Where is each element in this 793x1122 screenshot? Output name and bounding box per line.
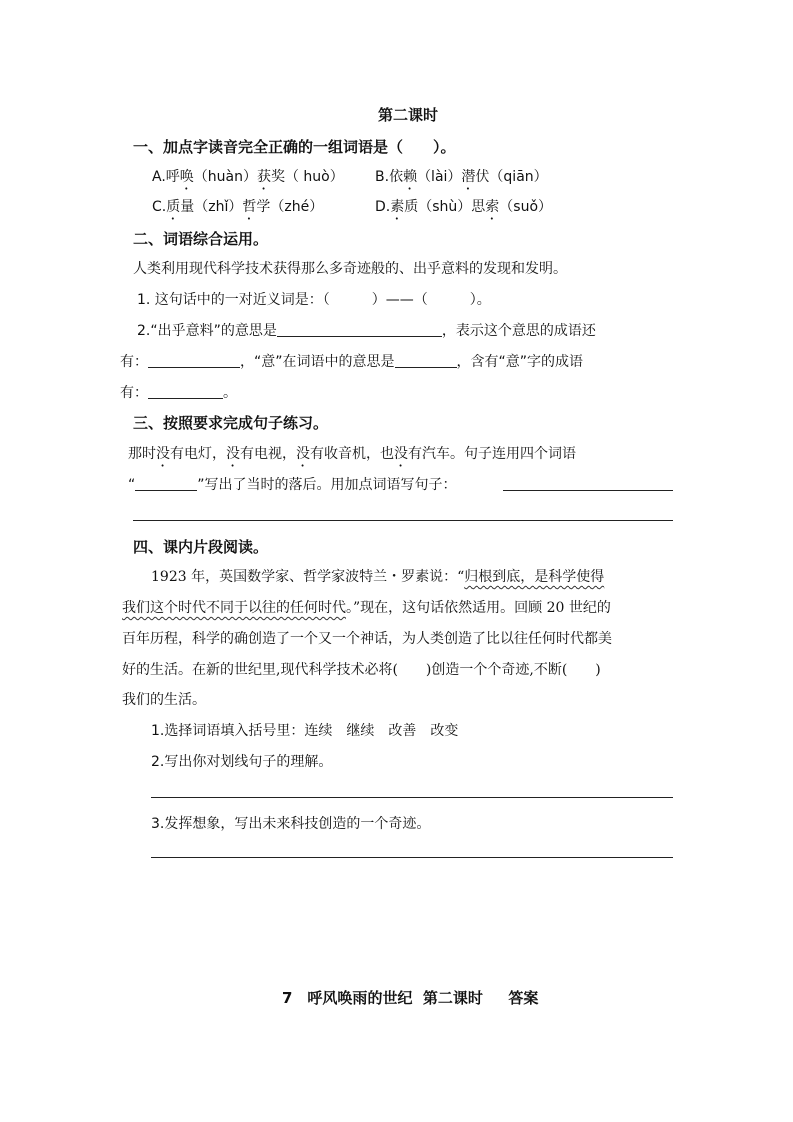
passage-line-5: 我们的生活。 <box>122 692 206 708</box>
answer-line[interactable] <box>133 520 673 521</box>
option-c: C.质量（zhǐ）哲学（zhé） <box>152 199 324 215</box>
question-2-2-line1: 2.“出乎意料”的意思是 ，表示这个意思的成语还 <box>137 323 596 339</box>
section-3-heading: 三、按照要求完成句子练习。 <box>133 414 329 432</box>
option-a: A.呼唤（huàn）获奖（ huò） <box>152 169 344 185</box>
passage-line-2: 我们这个时代不同于以往的任何时代。”现在，这句话依然适用。回顾 20 世纪的 <box>122 600 611 616</box>
underlined-sentence: 我们这个时代不同于以往的任何时代 <box>122 600 346 616</box>
passage-line-4: 好的生活。在新的世纪里,现代科学技术必将( )创造一个个奇迹,不断( ) <box>122 662 601 678</box>
answer-blank[interactable] <box>395 353 457 368</box>
question-2-2-line2: 有： ，“意”在词语中的意思是 ，含有“意”字的成语 <box>120 354 584 370</box>
section-2-heading: 二、词语综合运用。 <box>133 230 269 248</box>
option-d: D.素质（shù）思索（suǒ） <box>375 199 553 215</box>
answer-blank[interactable] <box>135 476 197 491</box>
section-3-sentence: 那时没有电灯，没有电视，没有收音机，也没有汽车。句子连用四个词语 <box>128 446 576 462</box>
answer-section-title: 7 呼风唤雨的世纪 第二课时 答案 <box>282 989 539 1007</box>
answer-line[interactable] <box>503 490 673 491</box>
question-4-2: 2.写出你对划线句子的理解。 <box>151 754 333 770</box>
answer-line[interactable] <box>151 797 673 798</box>
section-4-heading: 四、课内片段阅读。 <box>133 538 269 556</box>
question-2-1: 1. 这句话中的一对近义词是：（ ）——（ ）。 <box>137 292 491 308</box>
question-4-1: 1.选择词语填入括号里：连续 继续 改善 改变 <box>151 723 459 739</box>
section-2-sentence: 人类利用现代科学技术获得那么多奇迹般的、出乎意料的发现和发明。 <box>133 261 567 277</box>
section-1-heading: 一、加点字读音完全正确的一组词语是（ ）。 <box>133 138 456 156</box>
answer-blank[interactable] <box>148 384 223 399</box>
passage-line-3: 百年历程，科学的确创造了一个又一个神话，为人类创造了比以往任何时代都美 <box>122 631 612 647</box>
answer-line[interactable] <box>151 857 673 858</box>
option-b: B.依赖（lài）潜伏（qiān） <box>375 169 548 185</box>
page-title: 第二课时 <box>378 106 439 124</box>
answer-blank[interactable] <box>148 353 240 368</box>
question-4-3: 3.发挥想象，写出未来科技创造的一个奇迹。 <box>151 816 431 832</box>
underlined-sentence: 归根到底，是科学使得 <box>464 569 605 585</box>
question-2-2-line3: 有： 。 <box>120 385 237 401</box>
passage-line-1: 1923 年，英国数学家、哲学家波特兰・罗素说：“归根到底，是科学使得 <box>151 569 605 585</box>
section-3-task: “ ”写出了当时的落后。用加点词语写句子： <box>128 477 457 493</box>
answer-blank[interactable] <box>277 322 442 337</box>
